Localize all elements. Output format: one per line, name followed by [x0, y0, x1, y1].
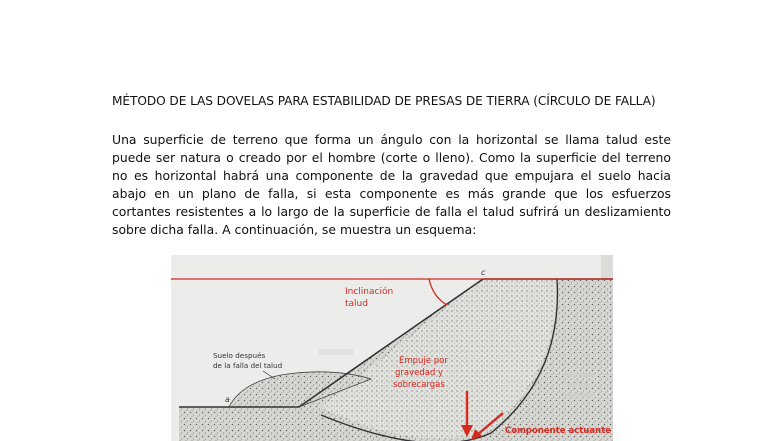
acting-component-label: Componente actuante	[505, 426, 612, 436]
gravity-thrust-label-line2: gravedad y	[395, 368, 444, 378]
soil-after-failure-label-line1: Suelo después	[213, 351, 266, 360]
gravity-thrust-label-line1: Empuje por	[399, 356, 448, 366]
document-paragraph: Una superficie de terreno que forma un ángulo con la horizontal se llama talud este puede ser natura o creado por el hombre (corte o lleno). Como la superficie del terreno no es horizontal habrá una componente de la gravedad que empujara el suelo hacia abajo en un plano de falla, si esta componente es más grande que los esfuerzos cortantes resistentes a lo largo de la superficie de falla el talud sufrirá un deslizamiento sobre dicha falla. A continuación, se muestra un esquema:	[112, 132, 671, 238]
inclination-label-line1: Inclinación	[345, 287, 394, 297]
soil-after-failure-label-line2: de la falla del talud	[213, 361, 283, 370]
point-c-label: c	[481, 268, 486, 277]
document-title: MÉTODO DE LAS DOVELAS PARA ESTABILIDAD DE PRESAS DE TIERRA (CÍRCULO DE FALLA)	[112, 94, 656, 108]
inclination-label-line2: talud	[345, 299, 368, 309]
slope-failure-diagram	[171, 255, 613, 441]
gravity-thrust-label-line3: sobrecargas	[393, 380, 445, 390]
point-a-label: a	[225, 395, 230, 404]
